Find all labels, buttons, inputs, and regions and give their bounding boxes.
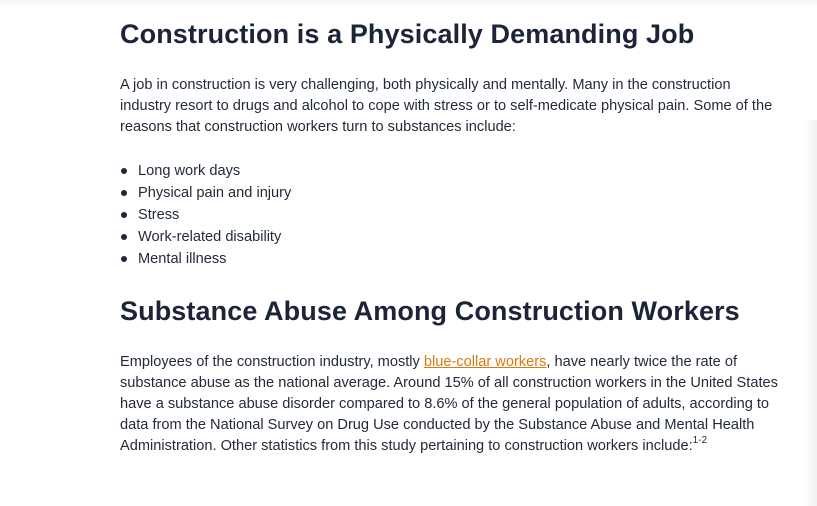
bullet-icon: [121, 168, 127, 174]
bullet-icon: [121, 190, 127, 196]
section-heading-physically-demanding: Construction is a Physically Demanding Job: [120, 19, 695, 49]
list-item: Work-related disability: [120, 226, 291, 248]
right-panel-edge: [803, 120, 817, 506]
top-shadow: [0, 0, 817, 8]
bullet-icon: [121, 256, 127, 262]
section-heading-substance-abuse: Substance Abuse Among Construction Workers: [120, 296, 740, 326]
list-item: Long work days: [120, 160, 291, 182]
statistics-paragraph: Employees of the construction industry, mostly blue-collar workers, have nearly twice the rate of substance abuse as the national average. Around 15% of all construction workers in the United States have a substance abuse disorder compared to 8.6% of the general population of adults, according to data from the National Survey on Drug Use conducted by the Substance Abuse and Mental Health Administration. Other statistics from this study pertaining to construction workers include:$^{1-2}$: [120, 354, 778, 454]
bullet-icon: [121, 212, 127, 218]
blue-collar-workers-link[interactable]: blue-collar workers: [423, 354, 547, 370]
list-item: Mental illness: [120, 248, 291, 270]
intro-paragraph: A job in construction is very challenging, both physically and mentally. Many in the construction industry resort to drugs and alcohol to cope with stress or to self-medicate physical pain. Some of the reasons that construction workers turn to substances include:: [120, 77, 773, 135]
list-item: Stress: [120, 204, 291, 226]
bullet-icon: [121, 234, 127, 240]
citation-superscript: 1-2: [692, 435, 708, 446]
reasons-list: [120, 160, 291, 270]
list-item: Physical pain and injury: [120, 182, 291, 204]
